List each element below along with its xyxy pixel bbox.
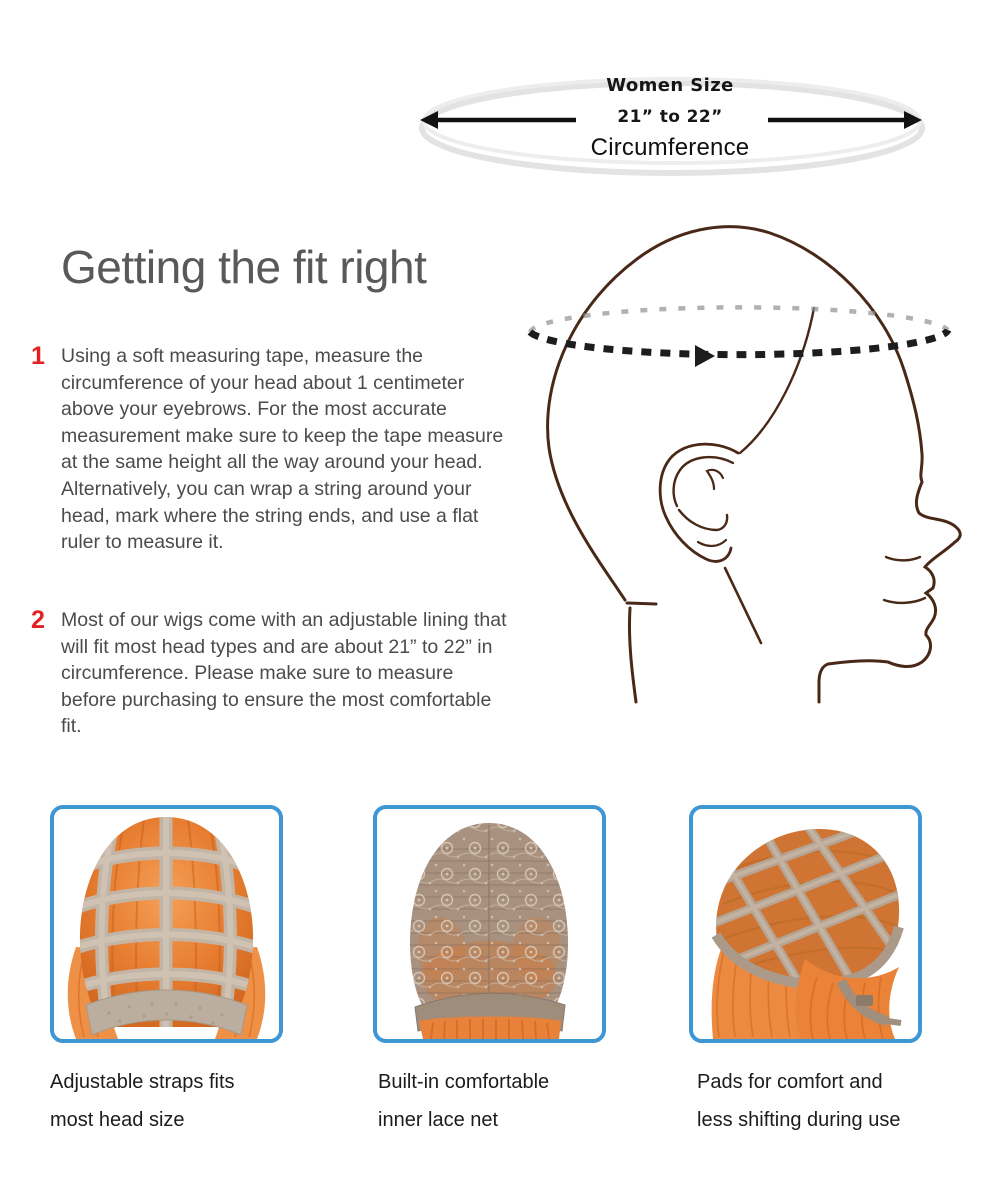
wig-cap-lace-net-photo bbox=[377, 809, 602, 1039]
page-title: Getting the fit right bbox=[61, 241, 427, 293]
jaw-line bbox=[725, 568, 761, 643]
size-badge-range: 21” to 22” bbox=[617, 107, 723, 127]
step-2 bbox=[31, 607, 517, 740]
feature-box-lace-net bbox=[373, 805, 606, 1043]
ear bbox=[660, 444, 738, 561]
caption-line: Adjustable straps fits bbox=[50, 1071, 235, 1093]
size-badge-title: Women Size bbox=[606, 75, 734, 96]
mouth-line bbox=[884, 598, 925, 603]
feature-caption-straps bbox=[50, 1063, 310, 1139]
step-1-number: 1 bbox=[31, 342, 45, 370]
feature-caption-pads bbox=[697, 1063, 967, 1139]
step-2-number: 2 bbox=[31, 606, 45, 634]
nostril-line bbox=[886, 557, 920, 560]
caption-line: less shifting during use bbox=[697, 1109, 901, 1131]
tape-direction-arrow-icon bbox=[695, 345, 715, 367]
caption-line: inner lace net bbox=[378, 1109, 499, 1131]
caption-line: most head size bbox=[50, 1109, 185, 1131]
size-badge-label: Circumference bbox=[590, 134, 750, 161]
measuring-band bbox=[530, 307, 948, 367]
feature-box-pads bbox=[689, 805, 922, 1043]
step-1-text: Using a soft measuring tape, measure the circumference of your head about 1 centimeter above your eyebrows. For the most accurate measurement make sure to keep the tape measure at the same height all the way around your head. Alternatively, you can wrap a string around your head, mark where the string ends, and use a flat ruler to measure it. bbox=[61, 345, 504, 554]
feature-box-straps bbox=[50, 805, 283, 1043]
head-outline bbox=[548, 227, 961, 702]
head-profile-figure bbox=[512, 210, 990, 750]
band-front-dashes bbox=[530, 330, 948, 355]
temple-line bbox=[740, 308, 814, 453]
nape-line bbox=[627, 603, 656, 604]
step-1 bbox=[31, 343, 517, 556]
step-2-text: Most of our wigs come with an adjustable lining that will fit most head types and are about 21” to 22” in circumference. Please make sure to measure before purchasing to ensure the most comfortable fit. bbox=[61, 609, 507, 738]
caption-line: Built-in comfortable bbox=[378, 1071, 550, 1093]
caption-line: Pads for comfort and bbox=[697, 1071, 883, 1093]
back-neck-line bbox=[629, 608, 636, 702]
feature-caption-lace-net bbox=[378, 1063, 638, 1139]
wig-cap-side-pads-photo bbox=[693, 809, 918, 1039]
wig-cap-back-straps-photo bbox=[54, 809, 279, 1039]
